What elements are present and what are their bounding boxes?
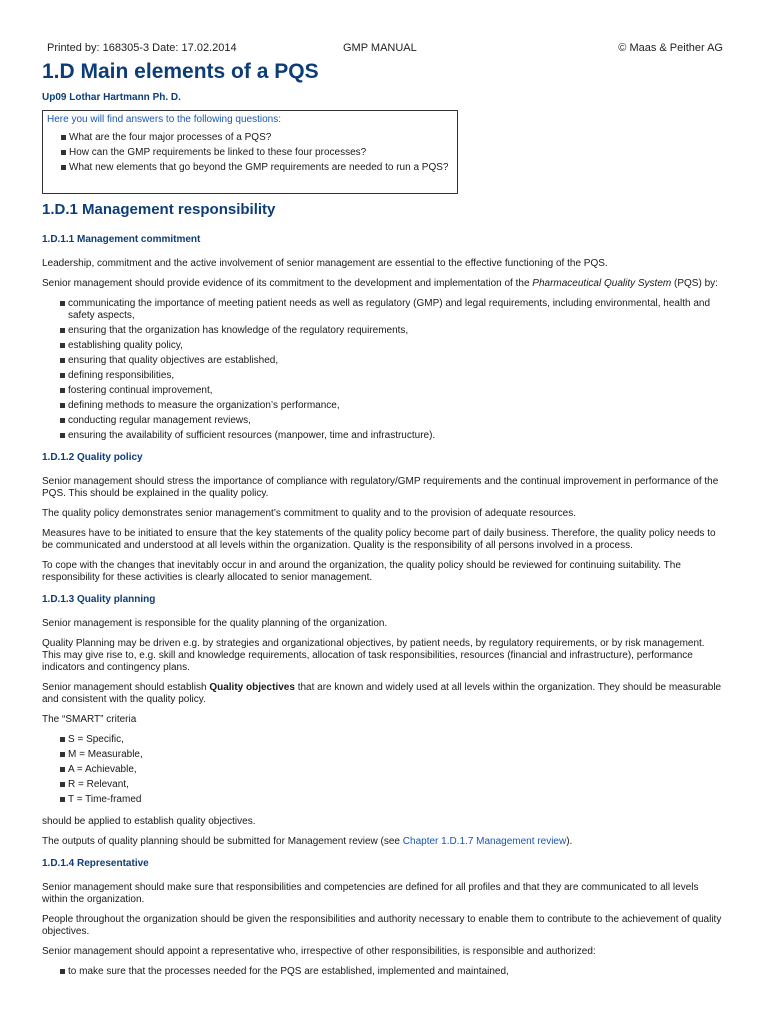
paragraph: Senior management should make sure that responsibilities and competencies are defined for all profiles and that they are communicated to all levels within the organization. — [42, 882, 699, 905]
subsection-heading-representative: 1.D.1.4 Representative — [42, 858, 149, 869]
list-item: communicating the importance of meeting patient needs as well as regulatory (GMP) and legal requirements, including environmental, health and safety aspects, — [68, 298, 726, 322]
question-item: How can the GMP requirements be linked to these four processes? — [69, 147, 453, 158]
list-item: to make sure that the processes needed for the PQS are established, implemented and maintained, — [68, 966, 726, 978]
questions-list — [47, 132, 453, 173]
page-title: 1.D Main elements of a PQS — [42, 60, 319, 83]
list-item: establishing quality policy, — [68, 340, 726, 352]
print-info: Printed by: 168305-3 Date: 17.02.2014 — [47, 42, 237, 54]
paragraph: The quality policy demonstrates senior management’s commitment to quality and to the provision of adequate resources. — [42, 508, 576, 519]
manual-name: GMP MANUAL — [343, 42, 417, 54]
section-heading: 1.D.1 Management responsibility — [42, 201, 276, 218]
paragraph: To cope with the changes that inevitably occur in and around the organization, the quality policy should be reviewed for continuing suitability. The responsibility for these activities is clearly allocated to senior management. — [42, 560, 681, 583]
list-item: M = Measurable, — [68, 749, 726, 761]
paragraph: Measures have to be initiated to ensure that the key statements of the quality policy become part of daily business. Therefore, the quality policy needs to be communicated and understood at all levels within the organization. Quality is the responsibility of all persons involved in a process. — [42, 528, 716, 551]
question-item: What are the four major processes of a PQS? — [69, 132, 453, 143]
list-item: ensuring that the organization has knowledge of the regulatory requirements, — [68, 325, 726, 337]
subsection-heading-commitment: 1.D.1.1 Management commitment — [42, 234, 201, 245]
paragraph: Senior management should stress the importance of compliance with regulatory/GMP requirements and the continual improvement in performance of the PQS. This should be explained in the quality policy. — [42, 476, 719, 499]
list-item: defining responsibilities, — [68, 370, 726, 382]
print-header — [47, 42, 723, 56]
paragraph: People throughout the organization should be given the responsibilities and authority necessary to enable them to contribute to the achievement of quality objectives. — [42, 914, 722, 937]
paragraph: The outputs of quality planning should be submitted for Management review (see Chapter 1.D.1.7 Management review). — [42, 836, 573, 847]
paragraph: Senior management should appoint a representative who, irrespective of other responsibilities, is responsible and authorized: — [42, 946, 596, 957]
questions-box — [42, 110, 458, 194]
paragraph: Senior management should establish Quality objectives that are known and widely used at all levels within the organization. They should be measurable and consistent with the quality policy. — [42, 682, 722, 705]
list-item: ensuring that quality objectives are established, — [68, 355, 726, 367]
paragraph: Senior management should provide evidence of its commitment to the development and implementation of the Pharmaceutical Quality System (PQS) by: — [42, 278, 718, 289]
paragraph: The “SMART” criteria — [42, 714, 137, 725]
commitment-list — [42, 298, 726, 442]
list-item: R = Relevant, — [68, 779, 726, 791]
paragraph: Leadership, commitment and the active involvement of senior management are essential to the effective functioning of the PQS. — [42, 258, 608, 269]
paragraph: Senior management is responsible for the quality planning of the organization. — [42, 618, 388, 629]
main-content — [42, 200, 726, 988]
subsection-heading-quality-policy: 1.D.1.2 Quality policy — [42, 452, 143, 463]
list-item: S = Specific, — [68, 734, 726, 746]
list-item: A = Achievable, — [68, 764, 726, 776]
paragraph: should be applied to establish quality objectives. — [42, 816, 256, 827]
list-item: conducting regular management reviews, — [68, 415, 726, 427]
representative-list — [42, 966, 726, 978]
copyright: © Maas & Peither AG — [618, 42, 723, 54]
subsection-heading-quality-planning: 1.D.1.3 Quality planning — [42, 594, 156, 605]
question-item: What new elements that go beyond the GMP requirements are needed to run a PQS? — [69, 162, 453, 173]
paragraph: Quality Planning may be driven e.g. by strategies and organizational objectives, by patient needs, by regulatory requirements, or by risk management. This may give rise to, e.g. skill and knowledge requirements, allocation of task responsibilities, resources (financial and infrastructure), performance indicators and contingency plans. — [42, 638, 705, 673]
list-item: defining methods to measure the organization’s performance, — [68, 400, 726, 412]
list-item: T = Time-framed — [68, 794, 726, 806]
chapter-link-management-review[interactable]: Chapter 1.D.1.7 Management review — [402, 836, 567, 847]
list-item: ensuring the availability of sufficient resources (manpower, time and infrastructure). — [68, 430, 726, 442]
smart-list — [42, 734, 726, 806]
questions-intro: Here you will find answers to the following questions: — [47, 114, 282, 125]
list-item: fostering continual improvement, — [68, 385, 726, 397]
author-line: Up09 Lothar Hartmann Ph. D. — [42, 92, 181, 103]
